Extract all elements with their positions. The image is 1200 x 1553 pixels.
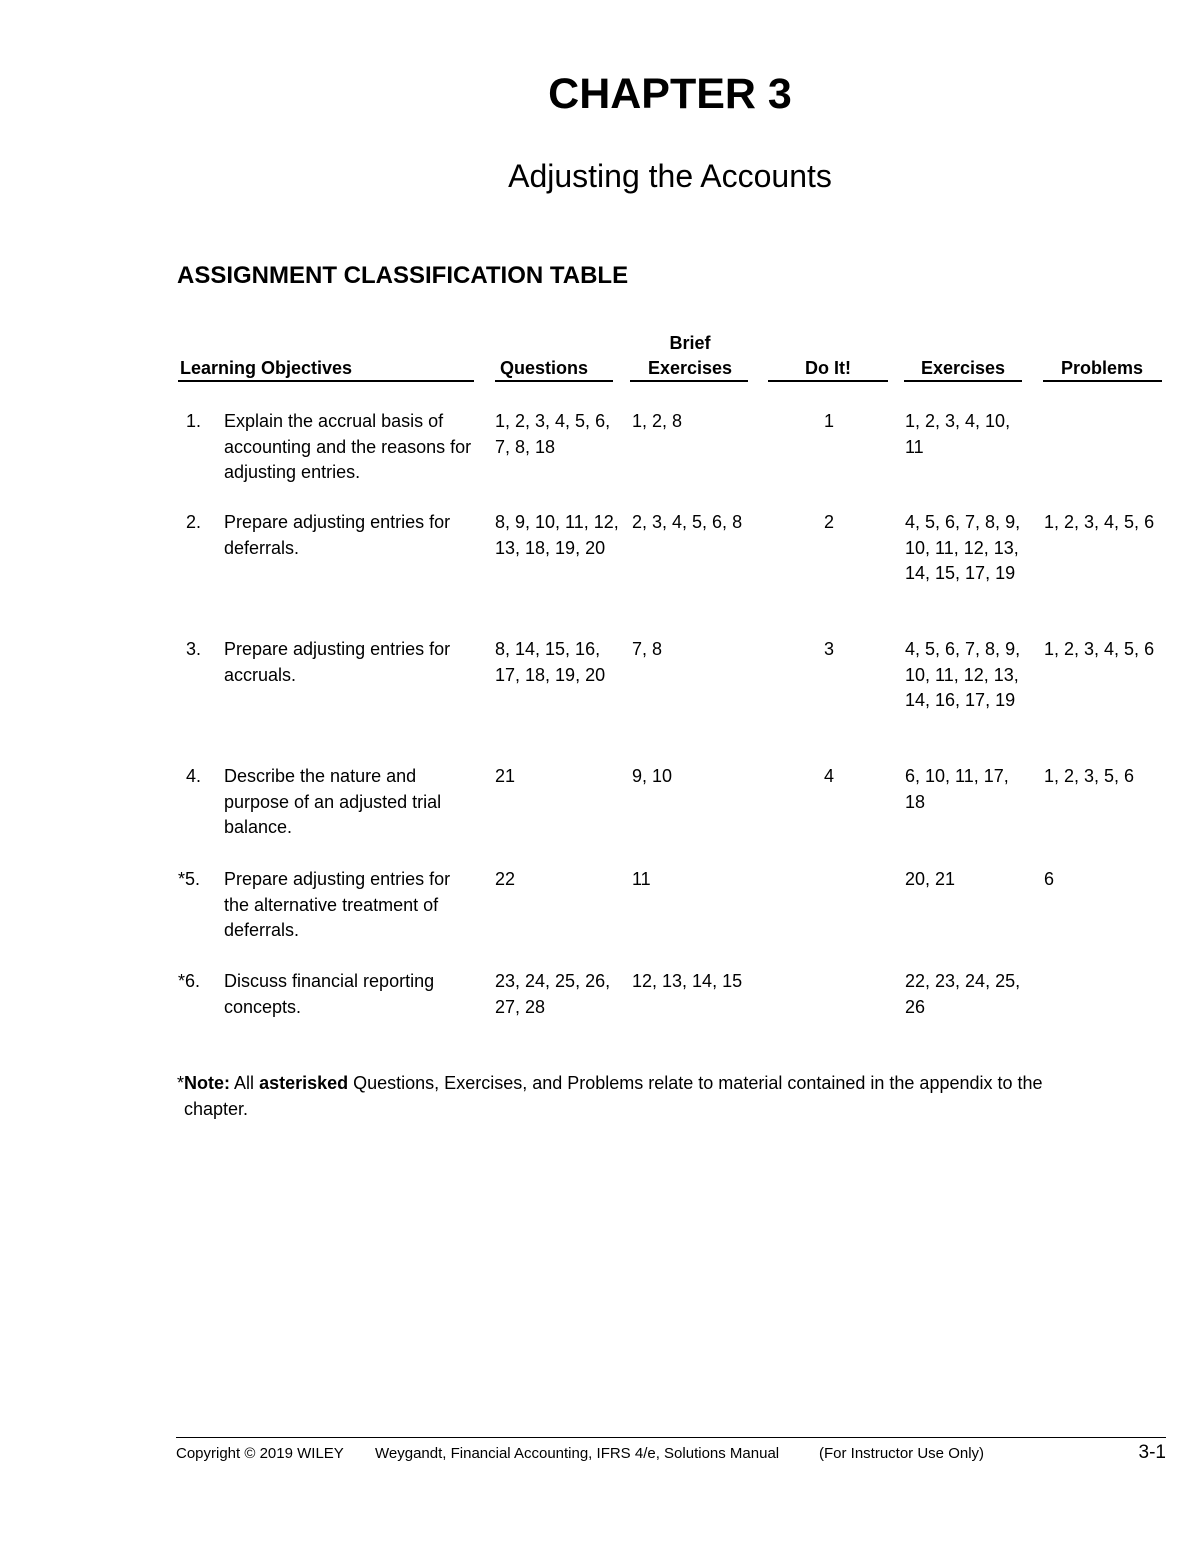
objective-text: Prepare adjusting entries for deferrals. bbox=[224, 512, 451, 558]
objective-text: Explain the accrual basis of accounting and the reasons for adjusting entries. bbox=[224, 411, 472, 482]
footnote bbox=[177, 1070, 1162, 1122]
brief-exercises-cell: 12, 13, 14, 15 bbox=[632, 971, 743, 991]
exercises-cell: 6, 10, 11, 17, 18 bbox=[905, 766, 1009, 812]
brief-exercises-cell: 2, 3, 4, 5, 6, 8 bbox=[632, 512, 743, 532]
objective-number: 4. bbox=[186, 766, 202, 786]
header-questions: Questions bbox=[500, 358, 589, 378]
header-exercises: Exercises bbox=[920, 358, 1006, 378]
objective-number: 2. bbox=[186, 512, 202, 532]
header-problems: Problems bbox=[1060, 358, 1144, 378]
header-brief-top: Brief bbox=[669, 333, 711, 353]
exercises-cell: 22, 23, 24, 25, 26 bbox=[905, 971, 1021, 1017]
header-underline bbox=[630, 380, 748, 382]
note-star: * bbox=[177, 1073, 185, 1093]
note-asterisked: asterisked bbox=[259, 1073, 349, 1093]
do-it-cell: 4 bbox=[823, 766, 834, 786]
brief-exercises-cell: 9, 10 bbox=[632, 766, 673, 786]
exercises-cell: 1, 2, 3, 4, 10, 11 bbox=[905, 411, 1011, 457]
brief-exercises-cell: 7, 8 bbox=[632, 639, 663, 659]
header-do-it: Do It! bbox=[805, 358, 851, 378]
chapter-subtitle: Adjusting the Accounts bbox=[508, 158, 832, 194]
exercises-cell: 20, 21 bbox=[905, 869, 956, 889]
note-continuation: chapter. bbox=[184, 1099, 249, 1119]
footer-book-title: Weygandt, Financial Accounting, IFRS 4/e, Solutions Manual bbox=[375, 1445, 780, 1462]
objective-text: Describe the nature and purpose of an adjusted trial balance. bbox=[224, 766, 442, 837]
objective-number: *5. bbox=[178, 869, 201, 889]
problems-cell: 6 bbox=[1044, 869, 1055, 889]
questions-cell: 8, 14, 15, 16, 17, 18, 19, 20 bbox=[495, 639, 606, 685]
questions-cell: 21 bbox=[495, 766, 516, 786]
brief-exercises-cell: 1, 2, 8 bbox=[632, 411, 683, 431]
note-text: Questions, Exercises, and Problems relate to material contained in the appendix to the bbox=[353, 1073, 1043, 1093]
questions-cell: 8, 9, 10, 11, 12, 13, 18, 19, 20 bbox=[495, 512, 619, 558]
do-it-cell: 1 bbox=[823, 411, 834, 431]
chapter-heading: CHAPTER 3 bbox=[548, 70, 792, 118]
objective-text: Discuss financial reporting concepts. bbox=[224, 971, 435, 1017]
objective-number: 3. bbox=[186, 639, 202, 659]
objective-number: *6. bbox=[178, 971, 201, 991]
header-underline bbox=[904, 380, 1022, 382]
header-underline bbox=[495, 380, 613, 382]
brief-exercises-cell: 11 bbox=[632, 869, 651, 889]
questions-cell: 1, 2, 3, 4, 5, 6, 7, 8, 18 bbox=[495, 411, 611, 457]
table-title: ASSIGNMENT CLASSIFICATION TABLE bbox=[177, 262, 629, 289]
problems-cell: 1, 2, 3, 4, 5, 6 bbox=[1044, 512, 1155, 532]
header-underline bbox=[1043, 380, 1162, 382]
problems-cell: 1, 2, 3, 4, 5, 6 bbox=[1044, 639, 1155, 659]
header-brief-bottom: Exercises bbox=[647, 358, 733, 378]
questions-cell: 23, 24, 25, 26, 27, 28 bbox=[495, 971, 611, 1017]
header-underline bbox=[178, 380, 474, 382]
exercises-cell: 4, 5, 6, 7, 8, 9, 10, 11, 12, 13, 14, 16, 17, 19 bbox=[905, 639, 1021, 710]
header-learning-objectives: Learning Objectives bbox=[180, 358, 353, 378]
footer-copyright: Copyright © 2019 WILEY bbox=[176, 1445, 344, 1462]
footer-divider bbox=[176, 1437, 1166, 1438]
objective-text: Prepare adjusting entries for accruals. bbox=[224, 639, 451, 685]
note-label: Note: bbox=[184, 1073, 231, 1093]
objective-number: 1. bbox=[186, 411, 202, 431]
objective-text: Prepare adjusting entries for the alternative treatment of deferrals. bbox=[224, 869, 451, 940]
do-it-cell: 2 bbox=[823, 512, 834, 532]
questions-cell: 22 bbox=[495, 869, 516, 889]
do-it-cell: 3 bbox=[823, 639, 834, 659]
footer-usage: (For Instructor Use Only) bbox=[819, 1445, 985, 1462]
problems-cell: 1, 2, 3, 5, 6 bbox=[1044, 766, 1135, 786]
exercises-cell: 4, 5, 6, 7, 8, 9, 10, 11, 12, 13, 14, 15, 17, 19 bbox=[905, 512, 1021, 583]
header-underline bbox=[768, 380, 888, 382]
page-number: 3-1 bbox=[1138, 1442, 1166, 1463]
note-all: All bbox=[234, 1073, 255, 1093]
